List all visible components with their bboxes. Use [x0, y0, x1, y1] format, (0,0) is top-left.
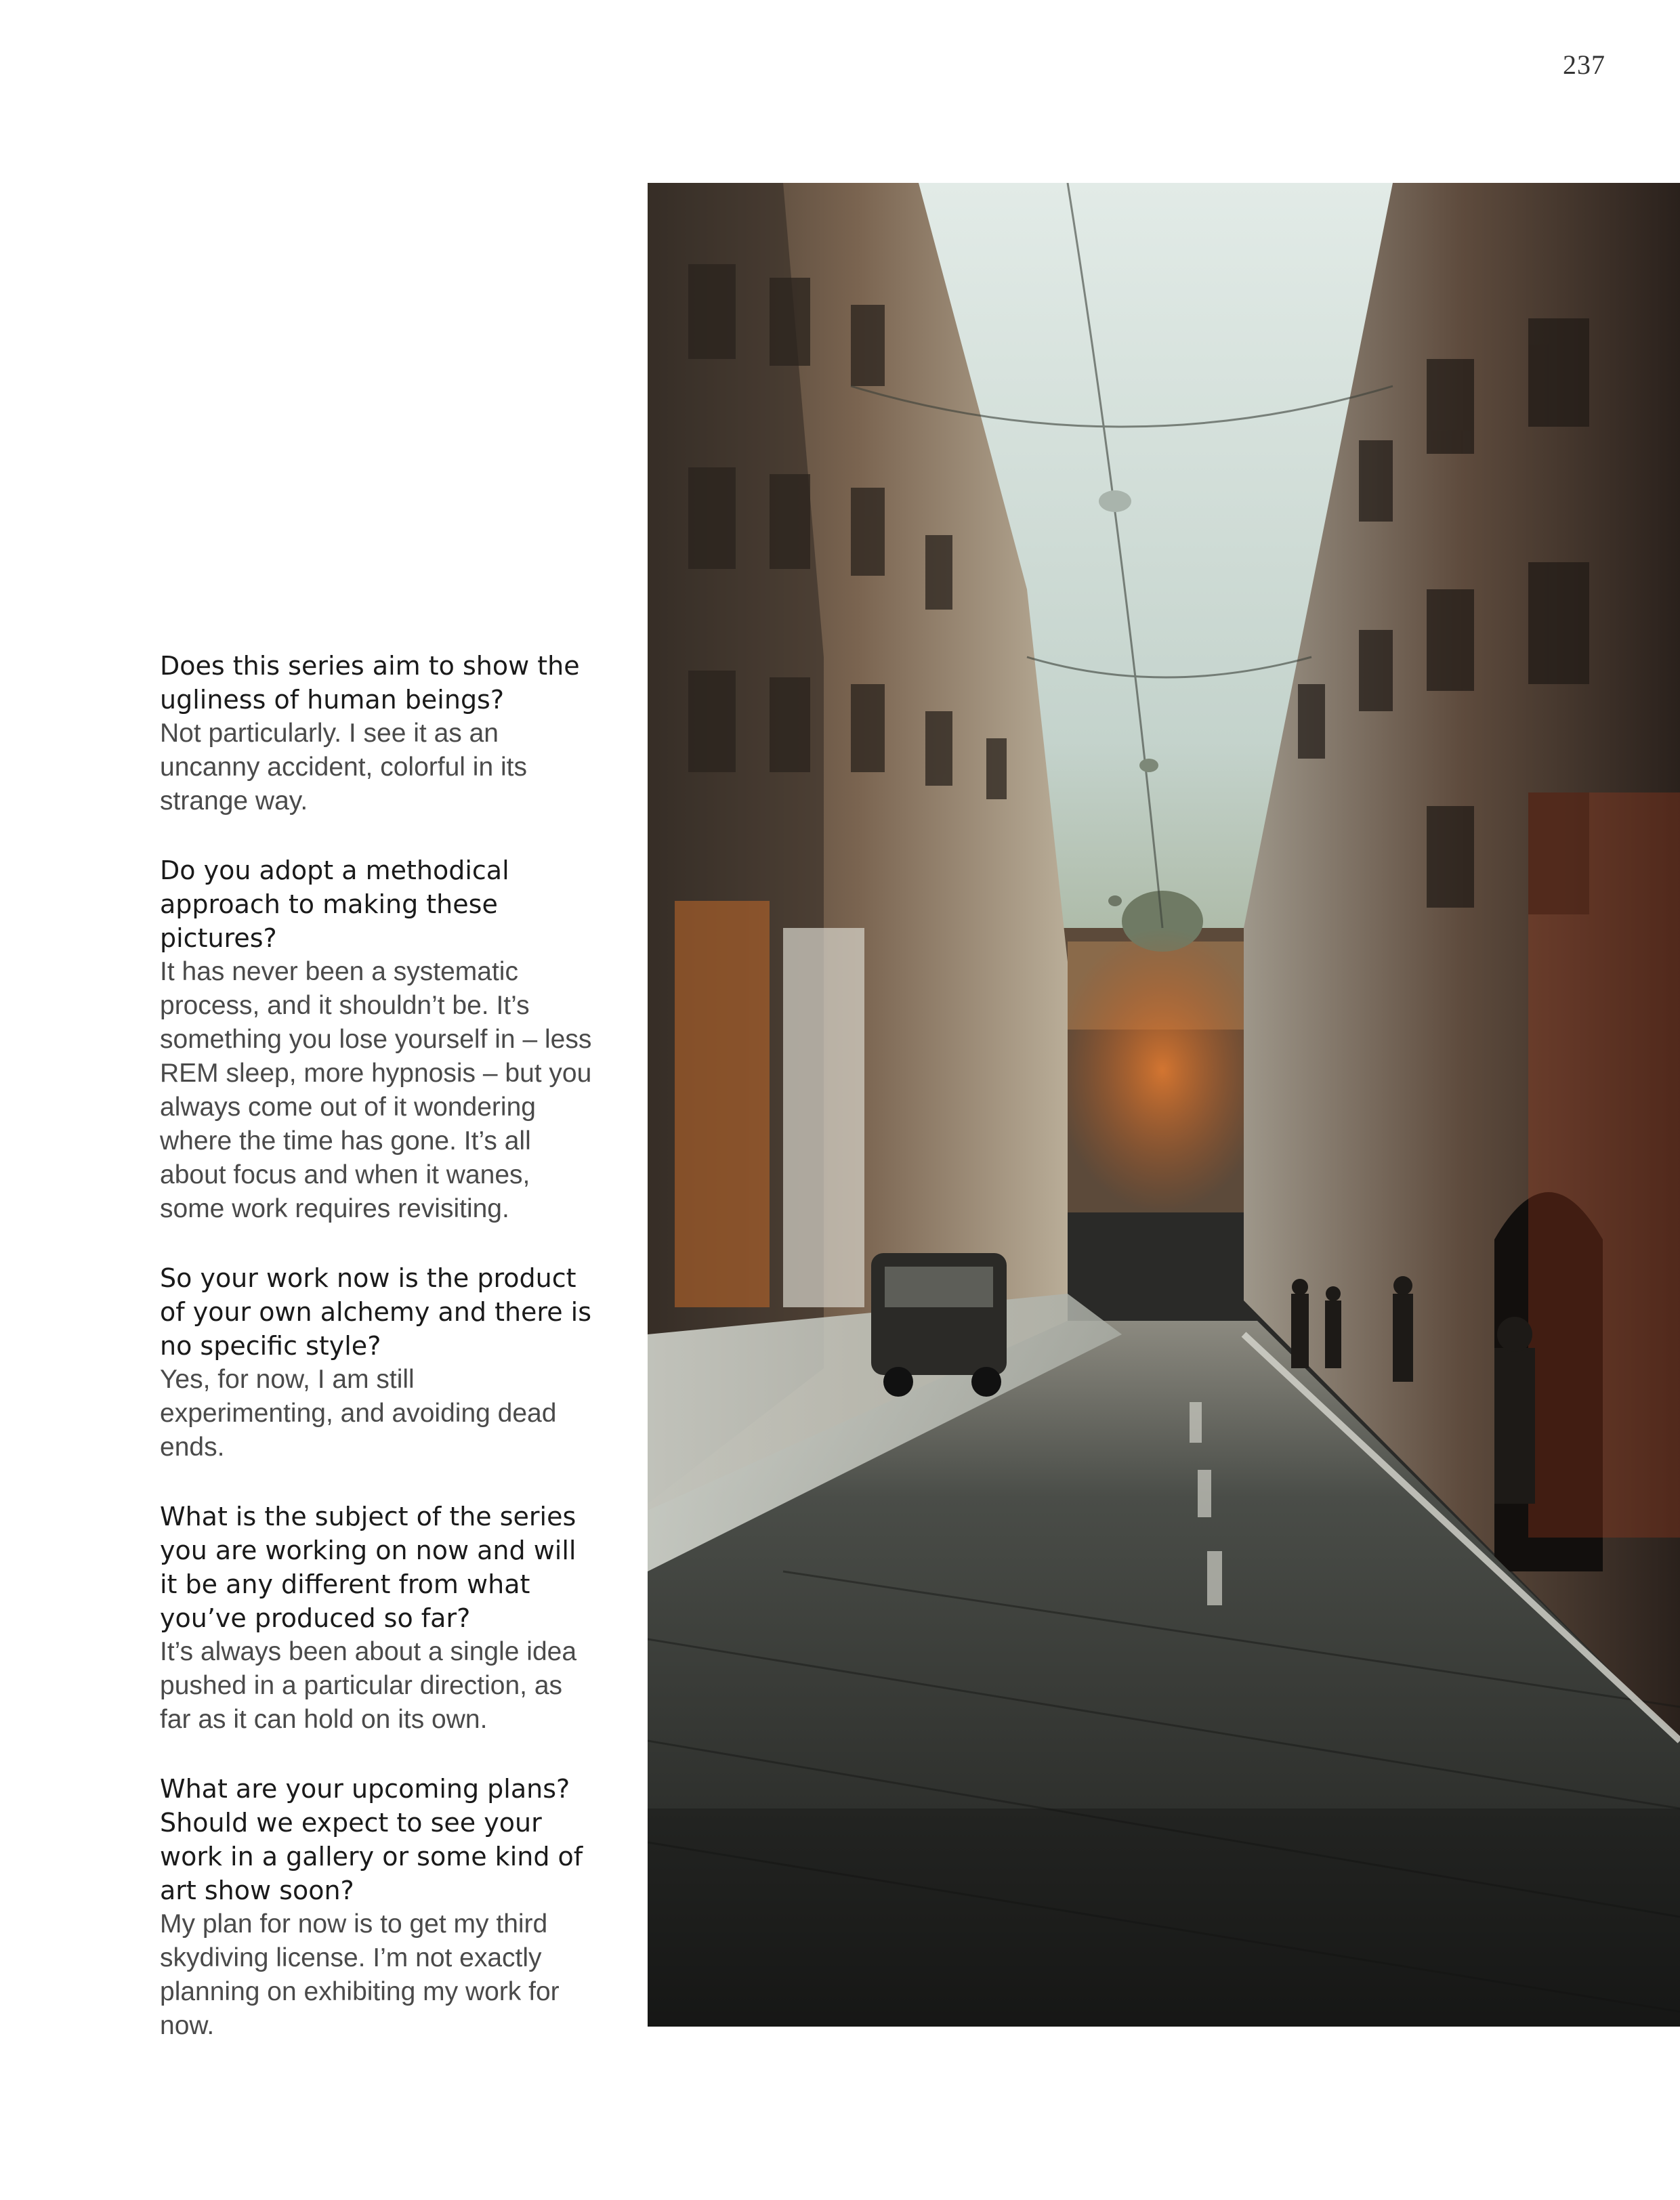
- page-number: 237: [1563, 49, 1605, 80]
- question-4: What is the subject of the series you are working on now and will it be any different from what you’ve produced so far?: [160, 1502, 576, 1633]
- interview-column: [160, 649, 593, 2078]
- street-scene-illustration: [648, 183, 1680, 2027]
- answer-3: Yes, for now, I am still experimenting, and avoiding dead ends.: [160, 1365, 557, 1462]
- question-1: Does this series aim to show the ugliness of human beings?: [160, 651, 580, 715]
- qa-block-1: [160, 649, 593, 818]
- question-3: So your work now is the product of your own alchemy and there is no specific style?: [160, 1263, 592, 1361]
- qa-block-5: [160, 1772, 593, 2043]
- answer-2: It has never been a systematic process, and it shouldn’t be. It’s something you lose yourself in – less REM sleep, more hypnosis – but you always come out of it wondering where the time has gone. It’s all about focus and when it wanes, some work requires revisiting.: [160, 957, 592, 1223]
- answer-5: My plan for now is to get my third skydiving license. I’m not exactly planning on exhibiting my work for now.: [160, 1909, 560, 2040]
- street-photograph: [648, 183, 1680, 2027]
- question-2: Do you adopt a methodical approach to making these pictures?: [160, 855, 509, 953]
- answer-1: Not particularly. I see it as an uncanny accident, colorful in its strange way.: [160, 719, 527, 816]
- qa-block-3: [160, 1261, 593, 1464]
- question-5: What are your upcoming plans? Should we expect to see your work in a gallery or some kind of art show soon?: [160, 1774, 583, 1905]
- qa-block-2: [160, 853, 593, 1226]
- qa-block-4: [160, 1500, 593, 1737]
- answer-4: It’s always been about a single idea pushed in a particular direction, as far as it can hold on its own.: [160, 1637, 577, 1734]
